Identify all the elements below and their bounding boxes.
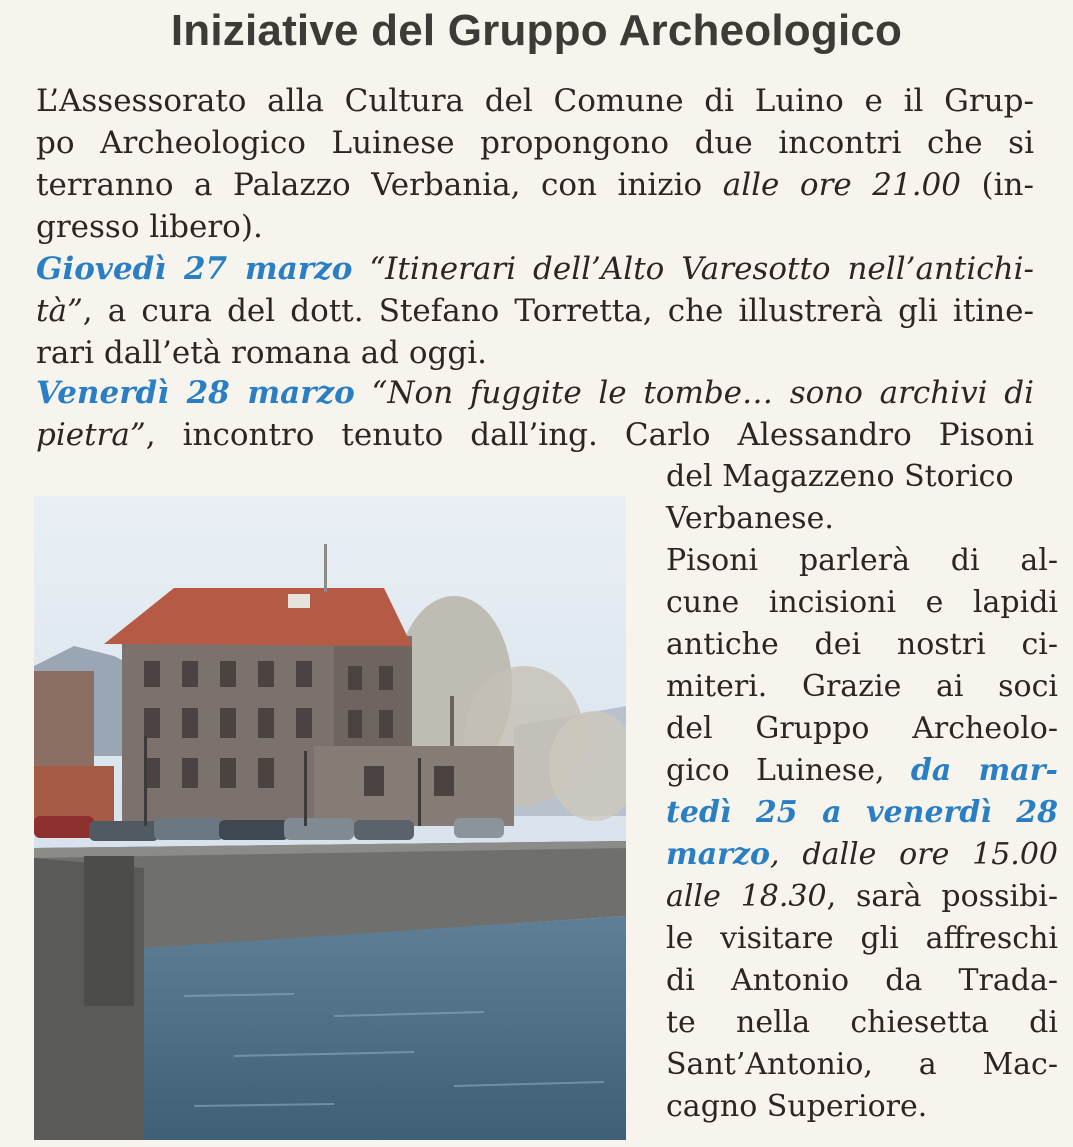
text-line: marzo, dalle ore 15.00 (666, 837, 1058, 872)
text-line: Pisoni parlerà di al- (666, 543, 1058, 578)
text-line: gico Luinese, da mar- (666, 753, 1058, 788)
text-line: tedì 25 a venerdì 28 (666, 795, 1058, 830)
page-title: Iniziative del Gruppo Archeologico (170, 6, 903, 55)
text-line: pietra”, incontro tenuto dall’ing. Carlo Alessandro Pisoni (36, 417, 1034, 453)
text-line: miteri. Grazie ai soci (666, 669, 1058, 704)
text-line: L’Assessorato alla Cultura del Comune di Luino e il Grup- (36, 83, 1034, 119)
text-line: gresso libero). (36, 209, 263, 245)
text-line: alle 18.30, sarà possibi- (666, 879, 1059, 914)
text-line: Venerdì 28 marzo “Non fuggite le tombe… sono archivi di (36, 375, 1035, 411)
text-line: terranno a Palazzo Verbania, con inizio alle ore 21.00 (in- (36, 167, 1034, 203)
text-line: del Magazzeno Storico (666, 459, 1014, 494)
text-line: cune incisioni e lapidi (666, 585, 1058, 620)
text-line: po Archeologico Luinese propongono due incontri che si (36, 125, 1034, 161)
text-line: antiche dei nostri ci- (666, 627, 1058, 662)
photo-illustration (34, 496, 626, 1140)
palazzo-verbania-photo (34, 496, 626, 1140)
text-line: Sant’Antonio, a Mac- (666, 1047, 1058, 1082)
text-line: cagno Superiore. (666, 1089, 928, 1124)
text-line: Giovedì 27 marzo “Itinerari dell’Alto Varesotto nell’antichi- (36, 251, 1034, 287)
text-line: di Antonio da Trada- (666, 963, 1058, 998)
event-date: Venerdì 28 marzo (36, 375, 355, 411)
text-line: le visitare gli affreschi (666, 921, 1058, 956)
text-line: del Gruppo Archeolo- (666, 711, 1058, 746)
text-line: rari dall’età romana ad oggi. (36, 335, 487, 371)
text-line: Verbanese. (666, 501, 834, 536)
text-line: tà”, a cura del dott. Stefano Torretta, che illustrerà gli itine- (36, 293, 1034, 329)
text-line: te nella chiesetta di (666, 1005, 1058, 1040)
event-date: Giovedì 27 marzo (36, 251, 353, 287)
